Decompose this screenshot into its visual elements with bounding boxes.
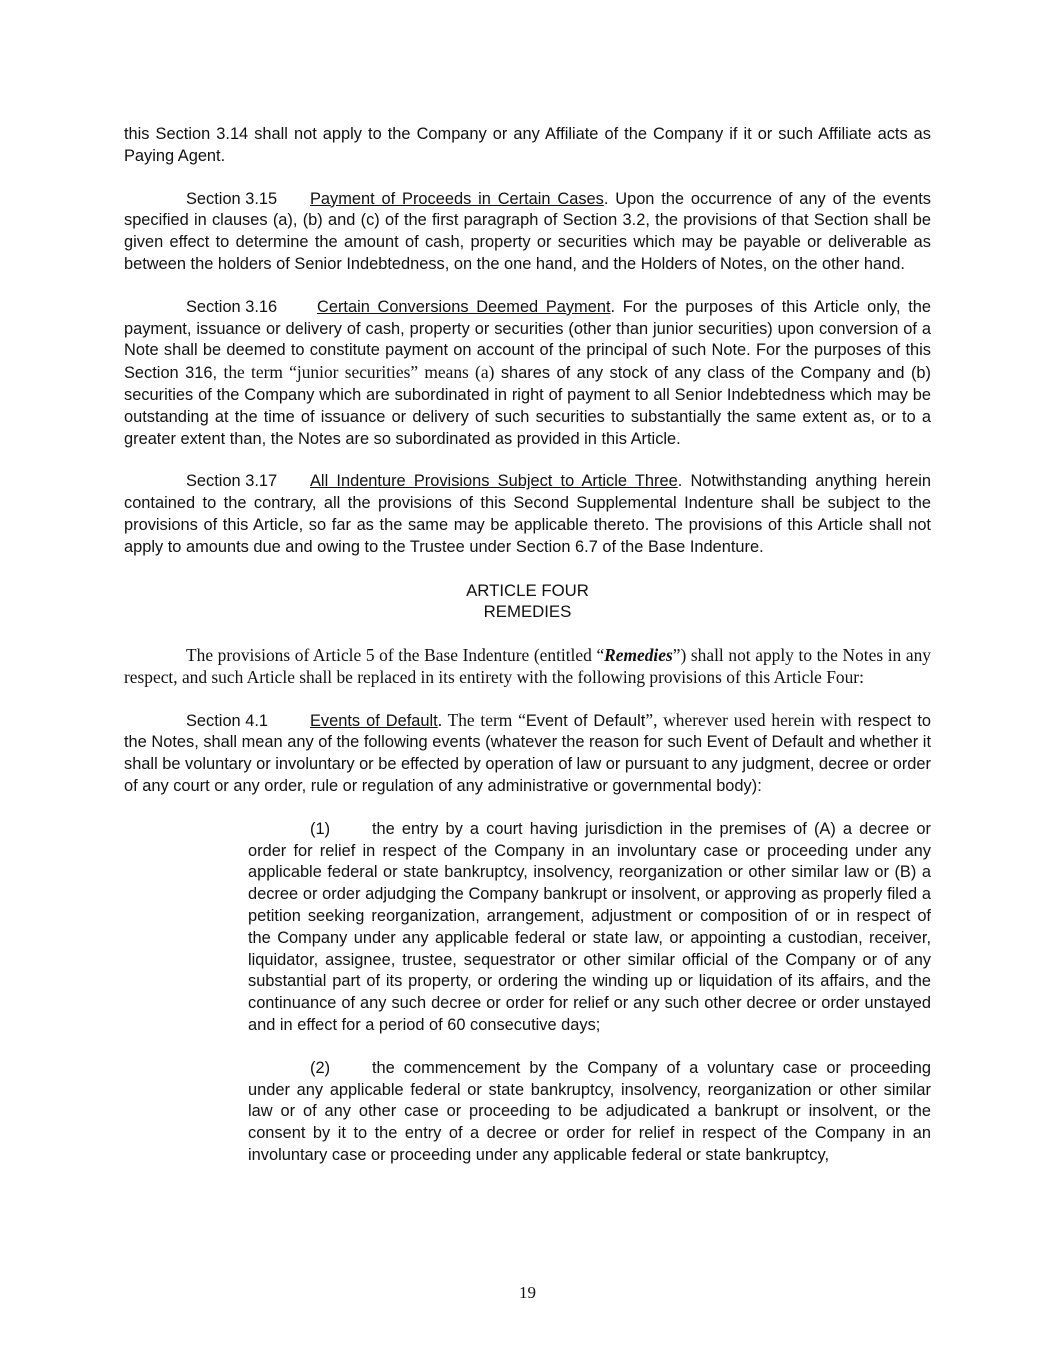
section-4-1 [124, 710, 931, 798]
section-3-14-continuation: this Section 3.14 shall not apply to the Company or any Affiliate of the Company if it or such Affiliate acts as Paying Agent. [124, 125, 931, 165]
section-3-15 [124, 189, 931, 276]
article-heading [124, 580, 931, 623]
list-item-text: the entry by a court having jurisdiction in the premises of (A) a decree or order for relief in respect of the Company in an involuntary case or proceeding under any applicable federal or state bankruptcy, insolvency, reorganization or other similar law or (B) a decree or order adjudging the Company bankrupt or insolvent, or approving as properly filed a petition seeking reorganization, arrangement, adjustment or composition of or in respect of the Company under any applicable federal or state law, or appointing a custodian, receiver, liquidator, assignee, trustee, sequestrator or other similar official of the Company or of any substantial part of its property, or ordering the winding up or liquidation of its affairs, and the continuance of any such decree or order for relief or any such other decree or order unstayed and in effect for a period of 60 consecutive days; [248, 819, 931, 1034]
list-item-label: (2) [310, 1058, 331, 1077]
section-4-1-serif-a: . The term “ [437, 709, 526, 730]
list-item-text: the commencement by the Company of a voluntary case or proceeding under any applicable federal or state bankruptcy, insolvency, reorganization or other similar law or of any other case or proceeding to be adjudicated a bankrupt or insolvent, or the consent by it to the entry of a decree or order for relief in respect of the Company in an involuntary case or proceeding under any applicable federal or state bankruptcy, [248, 1058, 931, 1164]
section-4-1-serif-b: ”, wherever used herein with [645, 709, 852, 730]
section-3-16-body-b: shares of any stock of any class of the Company and (b) securities of the Company which are subordinated in right of payment to all Senior Indebtedness which may be outstanding at the time of issuance or delivery of such securities to substantially the same extent as, or to a greater extent than, the Notes are so subordinated as provided in this Article. [124, 364, 931, 448]
section-3-16-title: Certain Conversions Deemed Payment [317, 297, 611, 316]
article-subtitle: REMEDIES [483, 602, 572, 622]
section-3-15-title: Payment of Proceeds in Certain Cases [310, 189, 604, 208]
section-3-15-number: Section 3.15 [186, 189, 278, 208]
section-4-1-term: Event of Default [525, 711, 646, 730]
article-title: ARTICLE FOUR [466, 580, 589, 600]
document-page [124, 124, 931, 1167]
section-4-1-title: Events of Default [310, 711, 438, 730]
section-3-17-body: . Notwithstanding anything herein contained to the contrary, all the provisions of this Second Supplemental Indenture shall be subject to the provisions of this Article, so far as the same may be applicable thereto. The provisions of this Article shall not apply to amounts due and owing to the Trustee under Section 6.7 of the Base Indenture. [124, 472, 931, 556]
section-3-17-number: Section 3.17 [186, 472, 278, 491]
section-3-16 [124, 297, 931, 451]
events-of-default-list [248, 819, 931, 1167]
section-4-1-number: Section 4.1 [186, 711, 269, 730]
article-four-intro [124, 644, 931, 689]
article-intro-before: The provisions of Article 5 of the Base Indenture (entitled “ [186, 644, 605, 665]
section-3-17-title: All Indenture Provisions Subject to Article Three [310, 472, 678, 491]
section-3-17 [124, 471, 931, 558]
article-intro-after: ”) shall not apply to the Notes in any respect, and such Article shall be replaced in its entirety with the following provisions of this Article Four: [124, 644, 931, 688]
page-number: 19 [519, 1283, 536, 1302]
list-item-label: (1) [310, 819, 331, 838]
section-3-16-body-a: . For the purposes of this Article only, the payment, issuance or delivery of cash, property or securities (other than junior securities) upon conversion of a Note shall be deemed to constitute payment on account of the principal of such Note. For the purposes of this Section 316, [124, 297, 931, 383]
article-intro-emphasis: Remedies [604, 644, 673, 665]
section-3-16-body-serif: the term “junior securities” means (a) [223, 362, 495, 383]
section-4-1-body: respect to the Notes, shall mean any of the following events (whatever the reason for such Event of Default and whether it shall be voluntary or involuntary or be effected by operation of law or pursuant to any judgment, decree or order of any court or any order, rule or regulation of any administrative or governmental body): [124, 711, 932, 795]
list-item [248, 819, 931, 1037]
section-3-16-number: Section 3.16 [186, 297, 278, 316]
section-3-15-body: . Upon the occurrence of any of the events specified in clauses (a), (b) and (c) of the first paragraph of Section 3.2, the provisions of that Section shall be given effect to determine the amount of cash, property or securities which may be payable or deliverable as between the holders of Senior Indebtedness, on the one hand, and the Holders of Notes, on the other hand. [124, 189, 931, 273]
list-item [248, 1058, 931, 1167]
